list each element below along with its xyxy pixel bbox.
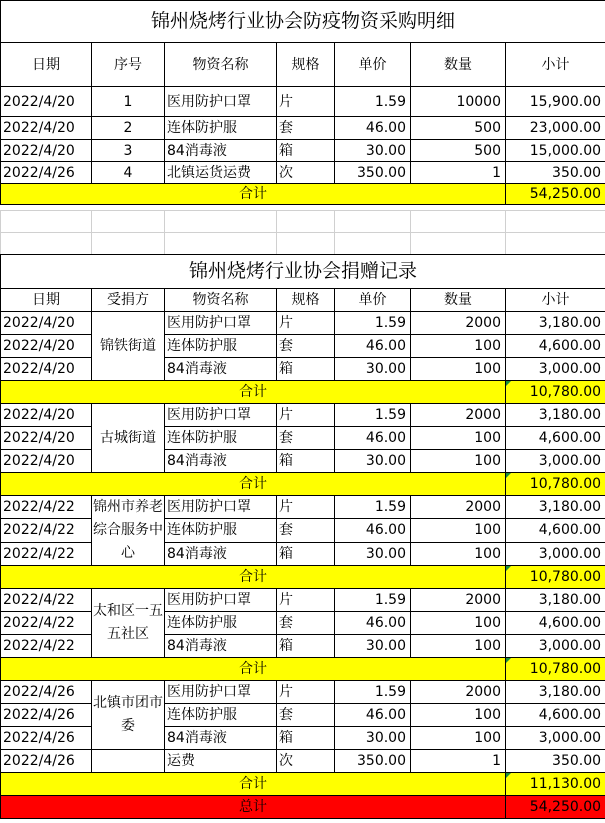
cell-unit[interactable]: 箱 [277, 358, 335, 381]
cell-qty[interactable]: 100 [411, 450, 506, 473]
group-total-label[interactable]: 合计 [1, 473, 506, 496]
cell-qty[interactable]: 500 [411, 117, 506, 140]
cell-price[interactable]: 1.59 [335, 87, 411, 117]
cell-price[interactable]: 46.00 [335, 427, 411, 450]
table-row [1, 117, 605, 140]
header-seq[interactable]: 序号 [92, 43, 165, 87]
purchase-title-row [1, 1, 605, 43]
group-total-row [1, 381, 605, 404]
cell-name[interactable]: 连体防护服 [165, 427, 277, 450]
cell-name[interactable]: 连体防护服 [165, 335, 277, 358]
grand-total-row [1, 796, 605, 819]
gap-rows [0, 210, 605, 255]
cell-date[interactable]: 2022/4/20 [1, 404, 92, 427]
cell-date[interactable]: 2022/4/22 [1, 519, 92, 542]
cell-date[interactable]: 2022/4/26 [1, 681, 92, 704]
cell-name[interactable]: 医用防护口罩 [165, 589, 277, 612]
grand-total-label[interactable]: 总计 [1, 796, 506, 819]
cell-name[interactable]: 连体防护服 [165, 519, 277, 542]
empty-cell[interactable] [92, 233, 165, 255]
cell-date[interactable]: 2022/4/20 [1, 140, 92, 162]
group-total-label[interactable]: 合计 [1, 658, 506, 681]
cell-unit[interactable]: 片 [277, 404, 335, 427]
cell-qty[interactable]: 1 [411, 750, 506, 773]
table-row [1, 140, 605, 162]
table-row [1, 681, 605, 704]
table-row [1, 87, 605, 117]
cell-date[interactable]: 2022/4/26 [1, 750, 92, 773]
cell-price[interactable]: 30.00 [335, 358, 411, 381]
cell-date[interactable]: 2022/4/20 [1, 117, 92, 140]
cell-unit[interactable]: 次 [277, 162, 335, 184]
cell-unit[interactable]: 片 [277, 589, 335, 612]
cell-qty[interactable]: 1 [411, 162, 506, 184]
grand-total-value[interactable]: 54,250.00 [506, 796, 605, 819]
cell-price[interactable]: 46.00 [335, 519, 411, 542]
cell-qty[interactable]: 100 [411, 519, 506, 542]
cell-price[interactable]: 46.00 [335, 612, 411, 635]
cell-name[interactable]: 84消毒液 [165, 542, 277, 565]
cell-unit[interactable]: 套 [277, 704, 335, 727]
empty-cell[interactable] [92, 211, 165, 233]
table-row [1, 404, 605, 427]
cell-name[interactable]: 连体防护服 [165, 117, 277, 140]
cell-name[interactable]: 北镇运货运费 [165, 162, 277, 184]
cell-subtotal[interactable]: 3,000.00 [506, 635, 605, 658]
cell-unit[interactable]: 套 [277, 519, 335, 542]
cell-name[interactable]: 医用防护口罩 [165, 404, 277, 427]
table-row [1, 358, 605, 381]
header-qty[interactable]: 数量 [411, 289, 506, 312]
cell-price[interactable]: 46.00 [335, 117, 411, 140]
header-qty[interactable]: 数量 [411, 43, 506, 87]
cell-date[interactable]: 2022/4/22 [1, 635, 92, 658]
cell-name[interactable]: 医用防护口罩 [165, 681, 277, 704]
cell-date[interactable]: 2022/4/20 [1, 427, 92, 450]
cell-recipient[interactable]: 古城街道 [92, 404, 165, 473]
empty-cell[interactable] [277, 233, 335, 255]
cell-subtotal[interactable]: 3,000.00 [506, 727, 605, 750]
cell-qty[interactable]: 2000 [411, 681, 506, 704]
group-total-label[interactable]: 合计 [1, 773, 506, 796]
purchase-total-value[interactable]: 54,250.00 [506, 184, 605, 205]
cell-unit[interactable]: 片 [277, 681, 335, 704]
cell-price[interactable]: 30.00 [335, 542, 411, 565]
cell-price[interactable]: 1.59 [335, 312, 411, 335]
cell-date[interactable]: 2022/4/22 [1, 542, 92, 565]
cell-date[interactable]: 2022/4/20 [1, 312, 92, 335]
table-row [1, 589, 605, 612]
cell-subtotal[interactable]: 3,180.00 [506, 404, 605, 427]
cell-qty[interactable]: 2000 [411, 312, 506, 335]
cell-unit[interactable]: 套 [277, 427, 335, 450]
cell-name[interactable]: 医用防护口罩 [165, 87, 277, 117]
cell-unit[interactable]: 片 [277, 312, 335, 335]
group-total-value[interactable]: 10,780.00 [506, 658, 605, 681]
cell-date[interactable]: 2022/4/22 [1, 612, 92, 635]
header-recipient[interactable]: 受捐方 [92, 289, 165, 312]
cell-name[interactable]: 运费 [165, 750, 277, 773]
cell-date[interactable]: 2022/4/20 [1, 358, 92, 381]
group-total-value[interactable]: 10,780.00 [506, 473, 605, 496]
cell-subtotal[interactable]: 4,600.00 [506, 519, 605, 542]
purchase-total-row [1, 184, 605, 205]
cell-qty[interactable]: 2000 [411, 404, 506, 427]
header-subtotal[interactable]: 小计 [506, 289, 605, 312]
group-total-value[interactable]: 10,780.00 [506, 381, 605, 404]
cell-name[interactable]: 医用防护口罩 [165, 496, 277, 519]
cell-price[interactable]: 30.00 [335, 140, 411, 162]
cell-subtotal[interactable]: 3,180.00 [506, 589, 605, 612]
header-date[interactable]: 日期 [1, 43, 92, 87]
table-row [1, 162, 605, 184]
donation-title[interactable]: 锦州烧烤行业协会捐赠记录 [1, 255, 605, 289]
cell-unit[interactable]: 套 [277, 117, 335, 140]
header-name[interactable]: 物资名称 [165, 43, 277, 87]
cell-date[interactable]: 2022/4/22 [1, 589, 92, 612]
table-row [1, 727, 605, 750]
cell-subtotal[interactable]: 23,000.00 [506, 117, 605, 140]
cell-subtotal[interactable]: 350.00 [506, 750, 605, 773]
group-total-label[interactable]: 合计 [1, 566, 506, 589]
cell-subtotal[interactable]: 4,600.00 [506, 335, 605, 358]
cell-price[interactable]: 350.00 [335, 162, 411, 184]
empty-cell[interactable] [165, 233, 277, 255]
header-date[interactable]: 日期 [1, 289, 92, 312]
cell-subtotal[interactable]: 3,180.00 [506, 681, 605, 704]
cell-unit[interactable]: 箱 [277, 635, 335, 658]
empty-cell[interactable] [92, 750, 165, 773]
purchase-total-label[interactable]: 合计 [1, 184, 506, 205]
cell-price[interactable]: 1.59 [335, 496, 411, 519]
cell-date[interactable]: 2022/4/22 [1, 496, 92, 519]
purchase-title[interactable]: 锦州烧烤行业协会防疫物资采购明细 [1, 1, 605, 43]
cell-name[interactable]: 84消毒液 [165, 635, 277, 658]
table-row [1, 750, 605, 773]
cell-recipient[interactable]: 锦铁街道 [92, 312, 165, 381]
cell-qty[interactable]: 100 [411, 635, 506, 658]
table-row [1, 427, 605, 450]
cell-recipient[interactable]: 太和区一五五社区 [92, 589, 165, 658]
cell-unit[interactable]: 片 [277, 496, 335, 519]
cell-subtotal[interactable]: 350.00 [506, 162, 605, 184]
cell-date[interactable]: 2022/4/26 [1, 162, 92, 184]
cell-qty[interactable]: 100 [411, 542, 506, 565]
cell-seq[interactable]: 4 [92, 162, 165, 184]
empty-cell[interactable] [411, 211, 506, 233]
cell-subtotal[interactable]: 15,000.00 [506, 140, 605, 162]
cell-subtotal[interactable]: 3,000.00 [506, 358, 605, 381]
cell-date[interactable]: 2022/4/20 [1, 335, 92, 358]
group-total-row [1, 658, 605, 681]
cell-subtotal[interactable]: 3,180.00 [506, 496, 605, 519]
table-row [1, 635, 605, 658]
table-row [1, 519, 605, 542]
cell-qty[interactable]: 100 [411, 427, 506, 450]
cell-unit[interactable]: 次 [277, 750, 335, 773]
cell-qty[interactable]: 100 [411, 358, 506, 381]
empty-cell[interactable] [335, 211, 411, 233]
cell-price[interactable]: 30.00 [335, 635, 411, 658]
empty-cell[interactable] [277, 211, 335, 233]
cell-subtotal[interactable]: 4,600.00 [506, 427, 605, 450]
cell-date[interactable]: 2022/4/26 [1, 727, 92, 750]
cell-price[interactable]: 1.59 [335, 404, 411, 427]
purchase-header-row [1, 43, 605, 87]
cell-price[interactable]: 1.59 [335, 681, 411, 704]
cell-subtotal[interactable]: 3,000.00 [506, 450, 605, 473]
group-total-label[interactable]: 合计 [1, 381, 506, 404]
cell-price[interactable]: 46.00 [335, 335, 411, 358]
table-row [1, 312, 605, 335]
cell-subtotal[interactable]: 4,600.00 [506, 704, 605, 727]
cell-unit[interactable]: 箱 [277, 727, 335, 750]
cell-date[interactable]: 2022/4/26 [1, 704, 92, 727]
empty-cell[interactable] [335, 233, 411, 255]
empty-cell[interactable] [411, 233, 506, 255]
cell-name[interactable]: 84消毒液 [165, 140, 277, 162]
table-row [1, 335, 605, 358]
cell-price[interactable]: 46.00 [335, 704, 411, 727]
cell-price[interactable]: 30.00 [335, 727, 411, 750]
cell-qty[interactable]: 500 [411, 140, 506, 162]
cell-qty[interactable]: 2000 [411, 496, 506, 519]
cell-qty[interactable]: 100 [411, 612, 506, 635]
cell-subtotal[interactable]: 15,900.00 [506, 87, 605, 117]
cell-qty[interactable]: 100 [411, 704, 506, 727]
cell-recipient[interactable]: 北镇市团市委 [92, 681, 165, 750]
cell-name[interactable]: 84消毒液 [165, 450, 277, 473]
empty-cell[interactable] [1, 211, 92, 233]
donation-table [0, 254, 605, 819]
cell-date[interactable]: 2022/4/20 [1, 87, 92, 117]
empty-cell[interactable] [506, 211, 605, 233]
table-row [1, 542, 605, 565]
purchase-table [0, 0, 605, 205]
cell-qty[interactable]: 2000 [411, 589, 506, 612]
cell-qty[interactable]: 100 [411, 335, 506, 358]
cell-unit[interactable]: 箱 [277, 140, 335, 162]
donation-header-row [1, 289, 605, 312]
empty-cell[interactable] [165, 211, 277, 233]
header-unit[interactable]: 规格 [277, 289, 335, 312]
cell-date[interactable]: 2022/4/20 [1, 450, 92, 473]
header-price[interactable]: 单价 [335, 43, 411, 87]
group-total-value[interactable]: 11,130.00 [506, 773, 605, 796]
cell-seq[interactable]: 1 [92, 87, 165, 117]
header-name[interactable]: 物资名称 [165, 289, 277, 312]
group-total-row [1, 773, 605, 796]
cell-subtotal[interactable]: 3,000.00 [506, 542, 605, 565]
group-total-row [1, 473, 605, 496]
cell-name[interactable]: 84消毒液 [165, 358, 277, 381]
cell-subtotal[interactable]: 4,600.00 [506, 612, 605, 635]
cell-unit[interactable]: 套 [277, 335, 335, 358]
table-row [1, 450, 605, 473]
group-total-row [1, 566, 605, 589]
header-unit[interactable]: 规格 [277, 43, 335, 87]
header-subtotal[interactable]: 小计 [506, 43, 605, 87]
cell-name[interactable]: 连体防护服 [165, 612, 277, 635]
empty-cell[interactable] [1, 233, 92, 255]
table-row [1, 496, 605, 519]
cell-unit[interactable]: 片 [277, 87, 335, 117]
cell-qty[interactable]: 100 [411, 727, 506, 750]
cell-subtotal[interactable]: 3,180.00 [506, 312, 605, 335]
cell-seq[interactable]: 2 [92, 117, 165, 140]
cell-unit[interactable]: 套 [277, 612, 335, 635]
cell-unit[interactable]: 箱 [277, 542, 335, 565]
cell-name[interactable]: 医用防护口罩 [165, 312, 277, 335]
cell-price[interactable]: 30.00 [335, 450, 411, 473]
donation-title-row [1, 255, 605, 289]
cell-price[interactable]: 1.59 [335, 589, 411, 612]
group-total-value[interactable]: 10,780.00 [506, 566, 605, 589]
cell-seq[interactable]: 3 [92, 140, 165, 162]
table-row [1, 612, 605, 635]
table-row [1, 704, 605, 727]
cell-recipient[interactable]: 锦州市养老综合服务中心 [92, 496, 165, 566]
header-price[interactable]: 单价 [335, 289, 411, 312]
cell-name[interactable]: 84消毒液 [165, 727, 277, 750]
cell-price[interactable]: 350.00 [335, 750, 411, 773]
cell-name[interactable]: 连体防护服 [165, 704, 277, 727]
cell-unit[interactable]: 箱 [277, 450, 335, 473]
cell-qty[interactable]: 10000 [411, 87, 506, 117]
empty-cell[interactable] [506, 233, 605, 255]
